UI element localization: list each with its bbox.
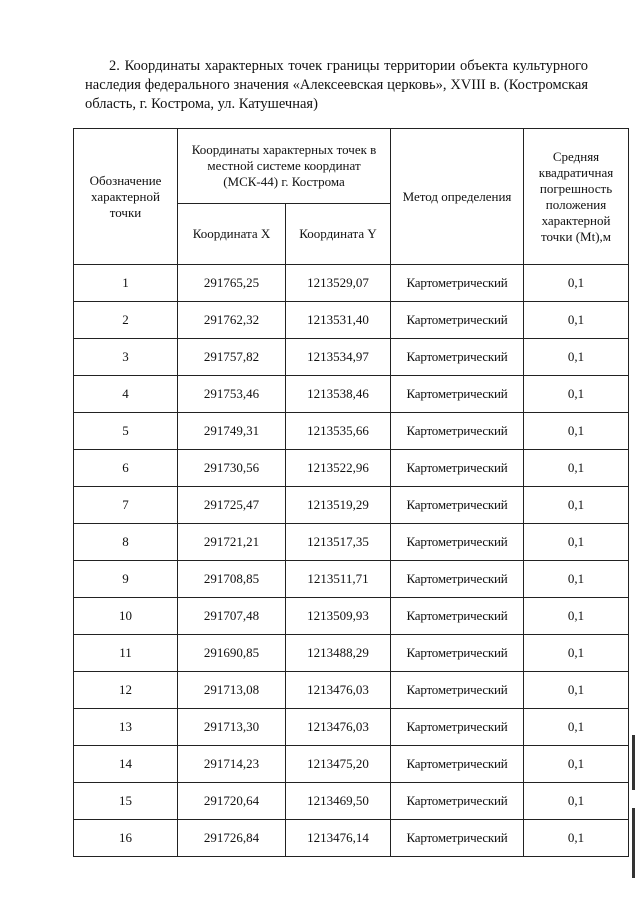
cell-y: 1213509,93 [286, 598, 391, 635]
table-row [74, 561, 629, 598]
cell-point: 12 [74, 672, 178, 709]
cell-y: 1213522,96 [286, 450, 391, 487]
cell-x: 291713,30 [178, 709, 286, 746]
cell-method: Картометрический [391, 265, 524, 302]
cell-x: 291713,08 [178, 672, 286, 709]
cell-method: Картометрический [391, 302, 524, 339]
table-row [74, 709, 629, 746]
cell-error: 0,1 [524, 672, 629, 709]
cell-x: 291726,84 [178, 820, 286, 857]
cell-point: 2 [74, 302, 178, 339]
header-method: Метод определения [391, 129, 524, 265]
cell-point: 4 [74, 376, 178, 413]
cell-point: 1 [74, 265, 178, 302]
cell-method: Картометрический [391, 376, 524, 413]
cell-point: 7 [74, 487, 178, 524]
cell-method: Картометрический [391, 783, 524, 820]
cell-error: 0,1 [524, 450, 629, 487]
table-body [74, 265, 629, 857]
cell-method: Картометрический [391, 672, 524, 709]
cell-x: 291757,82 [178, 339, 286, 376]
cell-x: 291730,56 [178, 450, 286, 487]
cell-y: 1213517,35 [286, 524, 391, 561]
cell-y: 1213476,14 [286, 820, 391, 857]
cell-y: 1213476,03 [286, 672, 391, 709]
cell-x: 291749,31 [178, 413, 286, 450]
table-row [74, 820, 629, 857]
cell-point: 16 [74, 820, 178, 857]
cell-method: Картометрический [391, 339, 524, 376]
table-row [74, 746, 629, 783]
cell-y: 1213538,46 [286, 376, 391, 413]
cell-y: 1213476,03 [286, 709, 391, 746]
cell-x: 291690,85 [178, 635, 286, 672]
cell-error: 0,1 [524, 561, 629, 598]
cell-error: 0,1 [524, 746, 629, 783]
cell-x: 291725,47 [178, 487, 286, 524]
table-row [74, 783, 629, 820]
cell-point: 3 [74, 339, 178, 376]
cell-error: 0,1 [524, 413, 629, 450]
cell-method: Картометрический [391, 450, 524, 487]
scan-edge-mark [632, 735, 635, 790]
cell-method: Картометрический [391, 746, 524, 783]
table-row [74, 487, 629, 524]
cell-error: 0,1 [524, 598, 629, 635]
cell-method: Картометрический [391, 598, 524, 635]
cell-y: 1213519,29 [286, 487, 391, 524]
cell-method: Картометрический [391, 487, 524, 524]
cell-point: 11 [74, 635, 178, 672]
cell-point: 6 [74, 450, 178, 487]
table-row [74, 376, 629, 413]
table-row [74, 598, 629, 635]
cell-error: 0,1 [524, 635, 629, 672]
cell-point: 14 [74, 746, 178, 783]
cell-x: 291714,23 [178, 746, 286, 783]
cell-y: 1213469,50 [286, 783, 391, 820]
cell-method: Картометрический [391, 561, 524, 598]
cell-error: 0,1 [524, 339, 629, 376]
scan-edge-mark [632, 808, 635, 878]
cell-y: 1213534,97 [286, 339, 391, 376]
header-mean-error: Средняя квадратичная погрешность положения характерной точки (Mt),м [524, 129, 629, 265]
cell-point: 10 [74, 598, 178, 635]
cell-x: 291721,21 [178, 524, 286, 561]
cell-y: 1213529,07 [286, 265, 391, 302]
cell-error: 0,1 [524, 820, 629, 857]
cell-point: 8 [74, 524, 178, 561]
cell-error: 0,1 [524, 709, 629, 746]
cell-error: 0,1 [524, 783, 629, 820]
cell-x: 291708,85 [178, 561, 286, 598]
cell-error: 0,1 [524, 376, 629, 413]
cell-point: 5 [74, 413, 178, 450]
header-point-designation: Обозначение характерной точки [74, 129, 178, 265]
cell-error: 0,1 [524, 487, 629, 524]
cell-x: 291765,25 [178, 265, 286, 302]
cell-point: 13 [74, 709, 178, 746]
heading-text: 2. Координаты характерных точек границы территории объекта культурного наследия федерального значения «Алексеевская церковь», XVIII в. (Костромская область, г. Кострома, ул. Катушечная) [85, 58, 588, 112]
cell-x: 291707,48 [178, 598, 286, 635]
cell-x: 291753,46 [178, 376, 286, 413]
header-coordinates-group: Координаты характерных точек в местной системе координат (МСК-44) г. Кострома [178, 129, 391, 204]
cell-method: Картометрический [391, 820, 524, 857]
cell-method: Картометрический [391, 635, 524, 672]
header-coordinate-y: Координата Y [286, 204, 391, 265]
table-row [74, 302, 629, 339]
cell-y: 1213531,40 [286, 302, 391, 339]
table-row [74, 635, 629, 672]
cell-error: 0,1 [524, 302, 629, 339]
cell-method: Картометрический [391, 524, 524, 561]
cell-x: 291720,64 [178, 783, 286, 820]
cell-point: 15 [74, 783, 178, 820]
header-coordinate-x: Координата X [178, 204, 286, 265]
cell-y: 1213475,20 [286, 746, 391, 783]
cell-y: 1213535,66 [286, 413, 391, 450]
coordinates-table [73, 128, 629, 857]
cell-method: Картометрический [391, 413, 524, 450]
table-row [74, 339, 629, 376]
cell-error: 0,1 [524, 524, 629, 561]
cell-error: 0,1 [524, 265, 629, 302]
cell-y: 1213488,29 [286, 635, 391, 672]
table-row [74, 413, 629, 450]
document-heading [85, 57, 588, 114]
table-row [74, 450, 629, 487]
table-row [74, 672, 629, 709]
cell-method: Картометрический [391, 709, 524, 746]
table-row [74, 265, 629, 302]
table-row [74, 524, 629, 561]
cell-point: 9 [74, 561, 178, 598]
cell-y: 1213511,71 [286, 561, 391, 598]
cell-x: 291762,32 [178, 302, 286, 339]
